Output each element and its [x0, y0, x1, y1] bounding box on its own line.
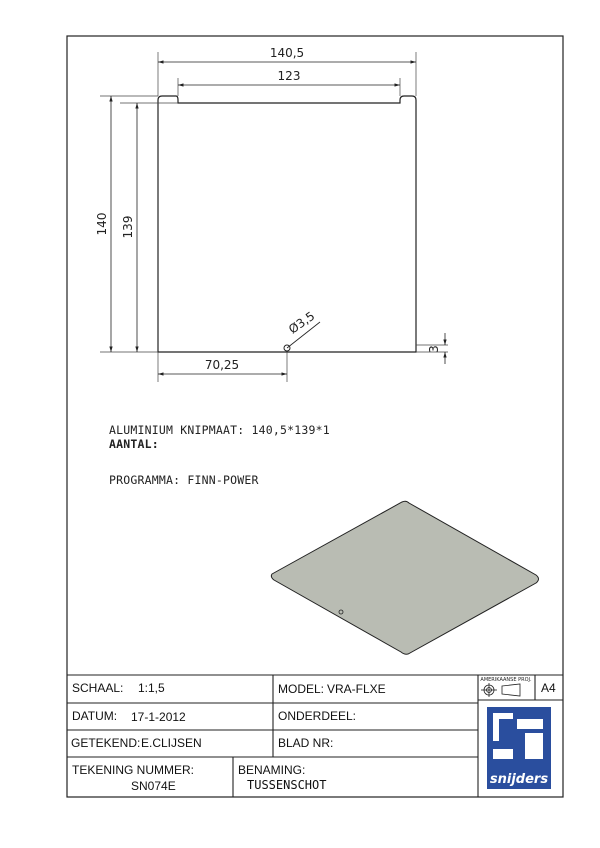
extension-lines	[100, 52, 448, 382]
isometric-view	[271, 501, 538, 654]
sheet-number-label: BLAD NR:	[278, 736, 334, 750]
drawing-number-value: SN074E	[131, 779, 176, 793]
logo-text: snijders	[489, 772, 549, 787]
quantity-note	[109, 437, 159, 451]
program-value: FINN-POWER	[187, 473, 259, 487]
dim-overall-width: 140,5	[269, 46, 305, 60]
quantity-label: AANTAL:	[109, 437, 159, 451]
part-label: ONDERDEEL:	[278, 709, 357, 723]
dim-overall-height: 140	[95, 212, 109, 236]
date-value: 17-1-2012	[131, 710, 186, 724]
name-value: TUSSENSCHOT	[247, 778, 327, 792]
material-label: ALUMINIUM KNIPMAAT:	[109, 423, 245, 437]
drawing-number-label: TEKENING NUMMER:	[72, 763, 195, 777]
model-value: VRA-FLXE	[327, 682, 386, 696]
drawn-value: E.CLIJSEN	[141, 736, 202, 750]
scale-value: 1:1,5	[138, 681, 165, 695]
material-value: 140,5*139*1	[251, 423, 330, 437]
drawn-label: GETEKEND:	[71, 736, 141, 750]
dim-hole-diameter: Ø3,5	[286, 308, 318, 337]
material-note	[109, 423, 330, 437]
name-label: BENAMING:	[238, 763, 306, 777]
dim-inner-height: 139	[121, 215, 135, 239]
date-label: DATUM:	[72, 709, 118, 723]
dimension-lines	[111, 62, 445, 374]
company-logo	[487, 707, 551, 789]
sheet-size: A4	[541, 681, 556, 695]
program-note	[109, 473, 259, 487]
projection-symbol-icon	[481, 683, 520, 697]
projection-label: AMERIKAANSE PROJ.	[480, 677, 532, 683]
dim-inner-width: 123	[277, 69, 301, 83]
model-label: MODEL:	[278, 682, 325, 696]
part-outline	[158, 96, 416, 352]
program-label: PROGRAMMA:	[109, 473, 181, 487]
dim-hole-offset: 70,25	[204, 358, 240, 372]
dim-edge-offset: 3	[427, 345, 441, 353]
scale-label: SCHAAL:	[72, 681, 124, 695]
isometric-plate	[271, 501, 538, 654]
